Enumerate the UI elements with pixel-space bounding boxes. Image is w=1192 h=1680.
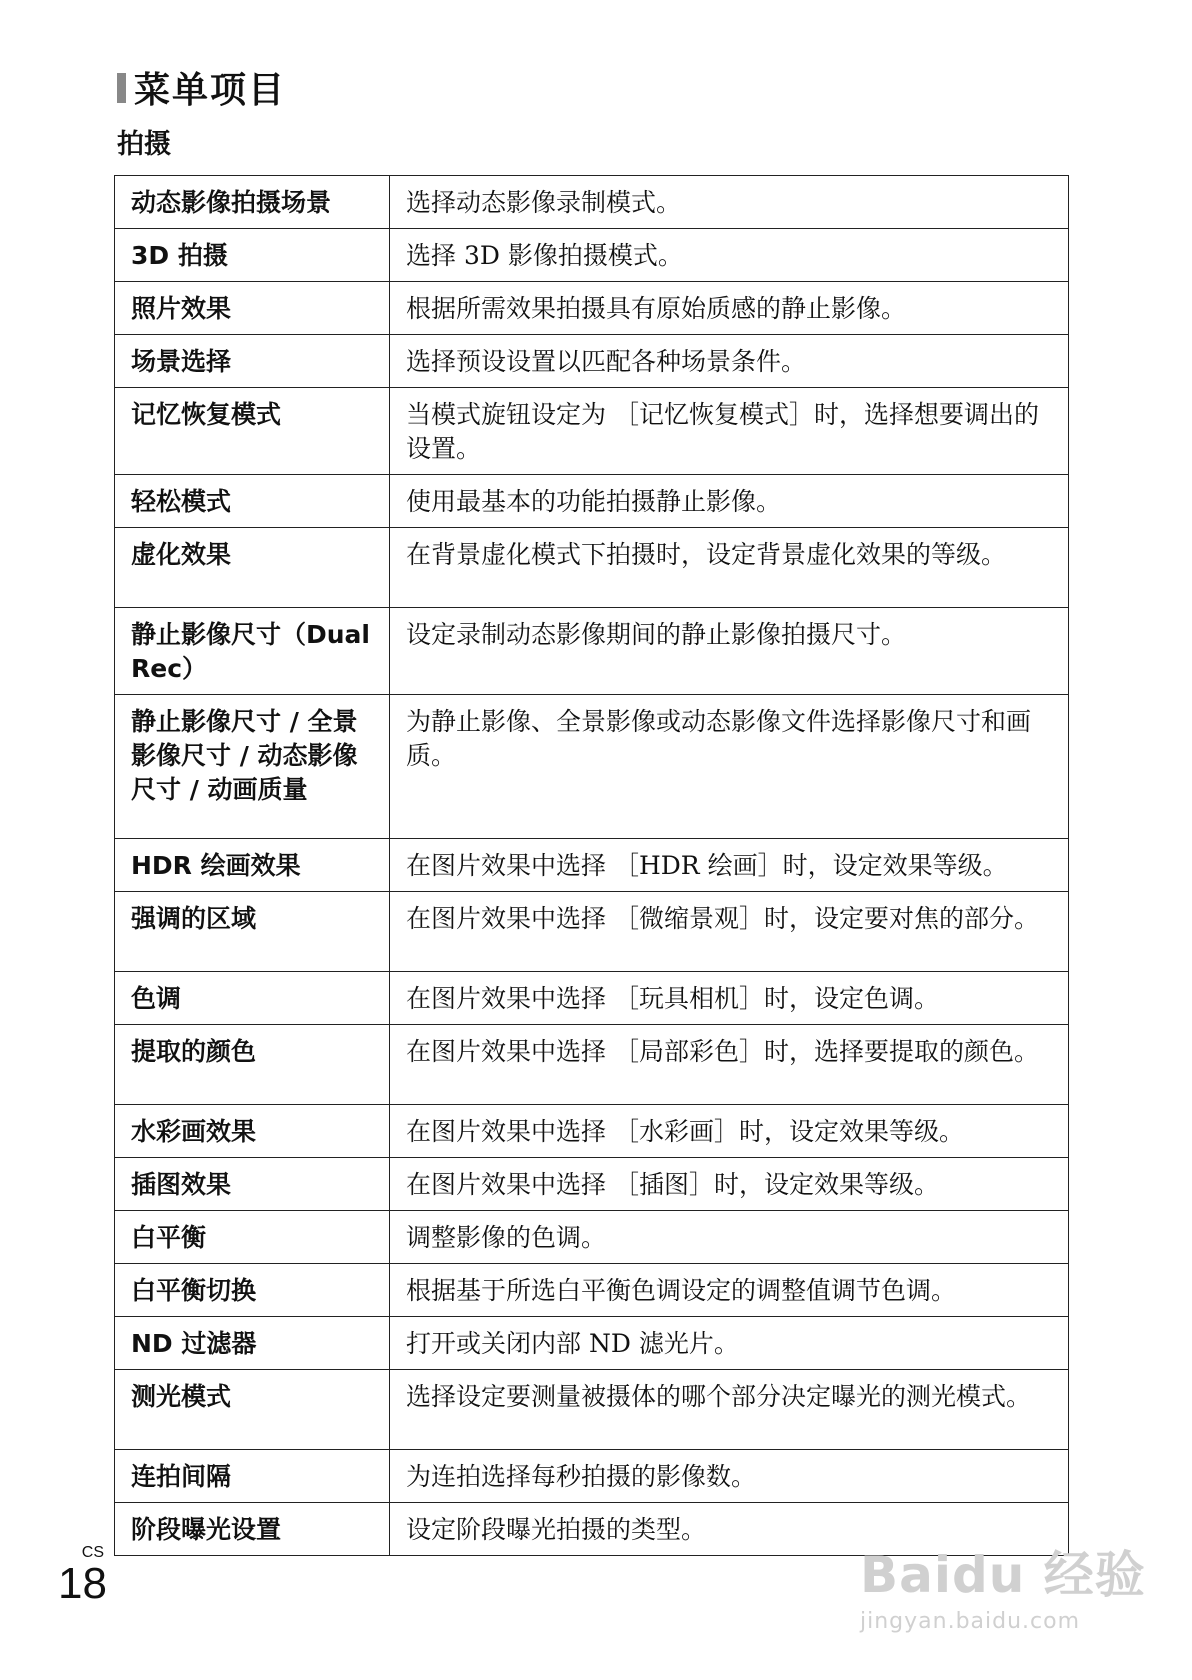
menu-item-name: 水彩画效果 (115, 1105, 390, 1158)
table-row (115, 1264, 1069, 1317)
menu-item-name: 3D 拍摄 (115, 229, 390, 282)
menu-item-description: 在背景虚化模式下拍摄时，设定背景虚化效果的等级。 (390, 528, 1069, 608)
menu-item-description: 调整影像的色调。 (390, 1211, 1069, 1264)
menu-item-name: 动态影像拍摄场景 (115, 176, 390, 229)
menu-item-name: 记忆恢复模式 (115, 388, 390, 475)
table-row (115, 608, 1069, 695)
menu-item-name: 插图效果 (115, 1158, 390, 1211)
menu-item-name: 阶段曝光设置 (115, 1503, 390, 1556)
menu-item-description: 在图片效果中选择 ［玩具相机］时，设定色调。 (390, 972, 1069, 1025)
menu-item-name: 提取的颜色 (115, 1025, 390, 1105)
table-row (115, 839, 1069, 892)
watermark-url: jingyan.baidu.com (860, 1609, 1081, 1634)
menu-item-description: 选择设定要测量被摄体的哪个部分决定曝光的测光模式。 (390, 1370, 1069, 1450)
table-row (115, 388, 1069, 475)
menu-item-name: ND 过滤器 (115, 1317, 390, 1370)
menu-item-name: 照片效果 (115, 282, 390, 335)
menu-item-description: 在图片效果中选择 ［HDR 绘画］时，设定效果等级。 (390, 839, 1069, 892)
table-row (115, 1211, 1069, 1264)
subsection-title: 拍摄 (117, 129, 171, 160)
page-number (58, 1545, 107, 1607)
menu-item-name: 场景选择 (115, 335, 390, 388)
menu-item-description: 选择预设设置以匹配各种场景条件。 (390, 335, 1069, 388)
table-row (115, 1025, 1069, 1105)
page-language-code: CS (81, 1544, 104, 1561)
section-title-text: 菜单项目 (134, 70, 287, 111)
menu-item-name: 色调 (115, 972, 390, 1025)
table-row (115, 1158, 1069, 1211)
menu-item-description: 为连拍选择每秒拍摄的影像数。 (390, 1450, 1069, 1503)
menu-item-description: 根据基于所选白平衡色调设定的调整值调节色调。 (390, 1264, 1069, 1317)
menu-item-description: 在图片效果中选择 ［微缩景观］时，设定要对焦的部分。 (390, 892, 1069, 972)
title-marker (117, 73, 126, 103)
table-row (115, 1370, 1069, 1450)
table-row (115, 1105, 1069, 1158)
menu-item-name: 测光模式 (115, 1370, 390, 1450)
menu-item-description: 在图片效果中选择 ［插图］时，设定效果等级。 (390, 1158, 1069, 1211)
menu-item-description: 为静止影像、全景影像或动态影像文件选择影像尺寸和画质。 (390, 695, 1069, 839)
menu-item-name: 强调的区域 (115, 892, 390, 972)
menu-item-name: 白平衡切换 (115, 1264, 390, 1317)
menu-item-name: 连拍间隔 (115, 1450, 390, 1503)
table-row (115, 475, 1069, 528)
table-row (115, 892, 1069, 972)
page-number-value: 18 (58, 1559, 107, 1608)
table-row (115, 282, 1069, 335)
menu-item-name: 静止影像尺寸 / 全景影像尺寸 / 动态影像尺寸 / 动画质量 (115, 695, 390, 839)
menu-item-description: 选择 3D 影像拍摄模式。 (390, 229, 1069, 282)
menu-item-description: 使用最基本的功能拍摄静止影像。 (390, 475, 1069, 528)
menu-item-description: 当模式旋钮设定为 ［记忆恢复模式］时，选择想要调出的设置。 (390, 388, 1069, 475)
watermark-logo-text: Baidu 经验 (860, 1546, 1146, 1604)
menu-item-description: 设定阶段曝光拍摄的类型。 (390, 1503, 1069, 1556)
table-row (115, 176, 1069, 229)
menu-item-description: 在图片效果中选择 ［水彩画］时，设定效果等级。 (390, 1105, 1069, 1158)
watermark (860, 1535, 1146, 1634)
menu-item-description: 根据所需效果拍摄具有原始质感的静止影像。 (390, 282, 1069, 335)
menu-items-table (114, 175, 1069, 1556)
menu-item-name: 白平衡 (115, 1211, 390, 1264)
section-title (117, 62, 286, 113)
menu-item-name: 静止影像尺寸（Dual Rec） (115, 608, 390, 695)
table-row (115, 528, 1069, 608)
menu-item-description: 选择动态影像录制模式。 (390, 176, 1069, 229)
table-row (115, 972, 1069, 1025)
menu-item-description: 设定录制动态影像期间的静止影像拍摄尺寸。 (390, 608, 1069, 695)
menu-item-name: 虚化效果 (115, 528, 390, 608)
table-row (115, 335, 1069, 388)
table-row (115, 229, 1069, 282)
table-row (115, 1450, 1069, 1503)
table-row (115, 695, 1069, 839)
menu-item-description: 在图片效果中选择 ［局部彩色］时，选择要提取的颜色。 (390, 1025, 1069, 1105)
menu-item-description: 打开或关闭内部 ND 滤光片。 (390, 1317, 1069, 1370)
menu-item-name: HDR 绘画效果 (115, 839, 390, 892)
table-row (115, 1317, 1069, 1370)
menu-item-name: 轻松模式 (115, 475, 390, 528)
